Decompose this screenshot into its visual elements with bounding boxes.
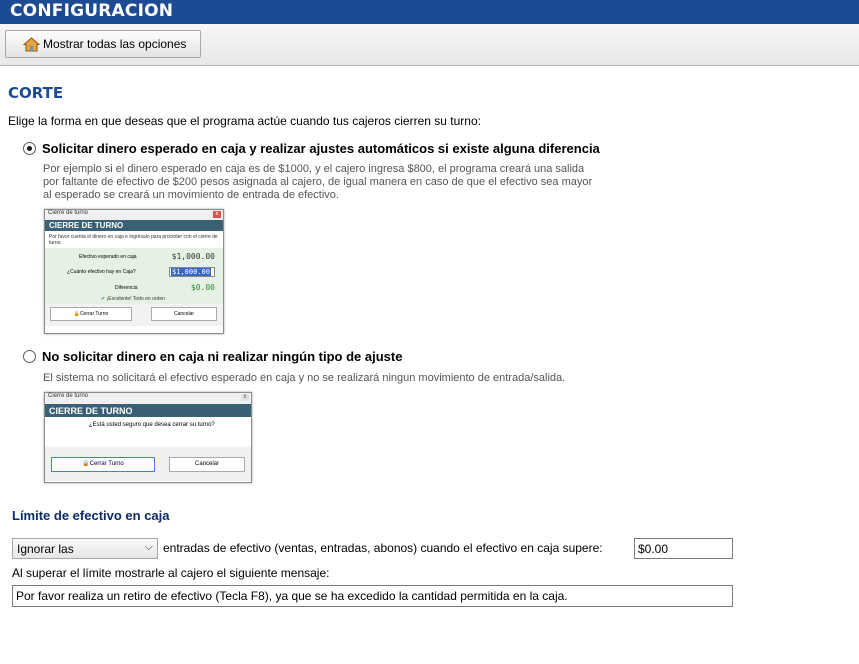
confirm-question: ¿Está usted seguro que desea cerrar su turno?	[89, 422, 215, 428]
desc-line: al esperado se creará un movimiento de entrada de efectivo.	[43, 189, 339, 201]
radio-no-request[interactable]	[23, 350, 36, 363]
radio-request-cash[interactable]	[23, 142, 36, 155]
preview-cancel-button: Cancelar	[151, 307, 217, 321]
desc-line: Por ejemplo si el dinero esperado en caja es de $1000, y el cajero ingresa $800, el programa creará una salida	[43, 163, 585, 175]
expected-label: Efectivo esperado en caja	[79, 254, 137, 260]
preview-header: CIERRE DE TURNO	[45, 220, 223, 231]
preview-cancel-button: Cancelar	[169, 457, 245, 472]
limit-mode-value: Ignorar las	[17, 542, 74, 556]
preview-form	[45, 248, 223, 326]
section-intro: Elige la forma en que deseas que el programa actúe cuando tus cajeros cierren su turno:	[8, 114, 481, 128]
limit-title: Límite de efectivo en caja	[12, 508, 170, 523]
limit-message-input[interactable]	[12, 585, 733, 607]
option-no-request-desc: El sistema no solicitará el efectivo esperado en caja y no se realizará ningun movimiento de entrada/salida.	[43, 372, 566, 384]
diff-label: Diferencia	[115, 285, 138, 291]
show-all-options-button[interactable]	[5, 30, 201, 58]
preview-body	[45, 417, 251, 481]
window-title: CONFIGURACION	[0, 0, 859, 24]
option-request-cash-label: Solicitar dinero esperado en caja y realizar ajustes automáticos si existe alguna diferencia	[42, 141, 600, 156]
limit-message-label: Al superar el límite mostrarle al cajero el siguiente mensaje:	[12, 566, 330, 580]
home-icon	[23, 37, 40, 52]
close-icon: x	[213, 211, 221, 218]
section-title: CORTE	[8, 84, 64, 102]
preview-window-title: Cierre de turno x	[45, 210, 223, 220]
diff-value: $0.00	[190, 283, 215, 292]
option-request-cash-desc	[43, 163, 603, 202]
status-text: ✔ ¡Excelente! Todo en orden	[101, 296, 165, 302]
limit-amount-input[interactable]	[634, 538, 733, 559]
close-icon: x	[241, 394, 249, 401]
chevron-down-icon: ⌵	[144, 541, 153, 553]
preview-no-request	[44, 392, 252, 483]
option-no-request[interactable]	[23, 349, 402, 364]
check-icon: ✔	[101, 296, 106, 302]
question-label: ¿Cuánto efectivo hay en Caja?	[67, 269, 136, 275]
limit-description: entradas de efectivo (ventas, entradas, abonos) cuando el efectivo en caja supere:	[163, 541, 603, 555]
toolbar	[0, 24, 859, 66]
preview-prompt: Por favor cuenta el dinero en caja e ingrésalo para proceder con el cierre de turno.	[49, 234, 218, 246]
lock-icon: 🔒	[73, 311, 80, 317]
limit-mode-select[interactable]	[12, 538, 158, 559]
option-no-request-label: No solicitar dinero en caja ni realizar ningún tipo de ajuste	[42, 349, 403, 364]
preview-close-button: 🔒Cerrar Turno	[50, 307, 132, 321]
preview-window-title: Cierre de turno x	[45, 393, 251, 404]
preview-header: CIERRE DE TURNO	[45, 404, 251, 417]
preview-close-button: 🔒Cerrar Turno	[51, 457, 155, 472]
desc-line: por faltante de efectivo de $200 pesos asignada al cajero, de igual manera en caso de que el efectivo sea mayor	[43, 176, 593, 188]
option-request-cash[interactable]	[23, 141, 600, 156]
expected-value: $1,000.00	[171, 252, 215, 261]
lock-icon: 🔒	[82, 461, 90, 467]
show-all-options-label: Mostrar todas las opciones	[43, 37, 187, 51]
preview-request-cash	[44, 209, 224, 334]
cash-input: $1,000.00	[169, 267, 215, 277]
